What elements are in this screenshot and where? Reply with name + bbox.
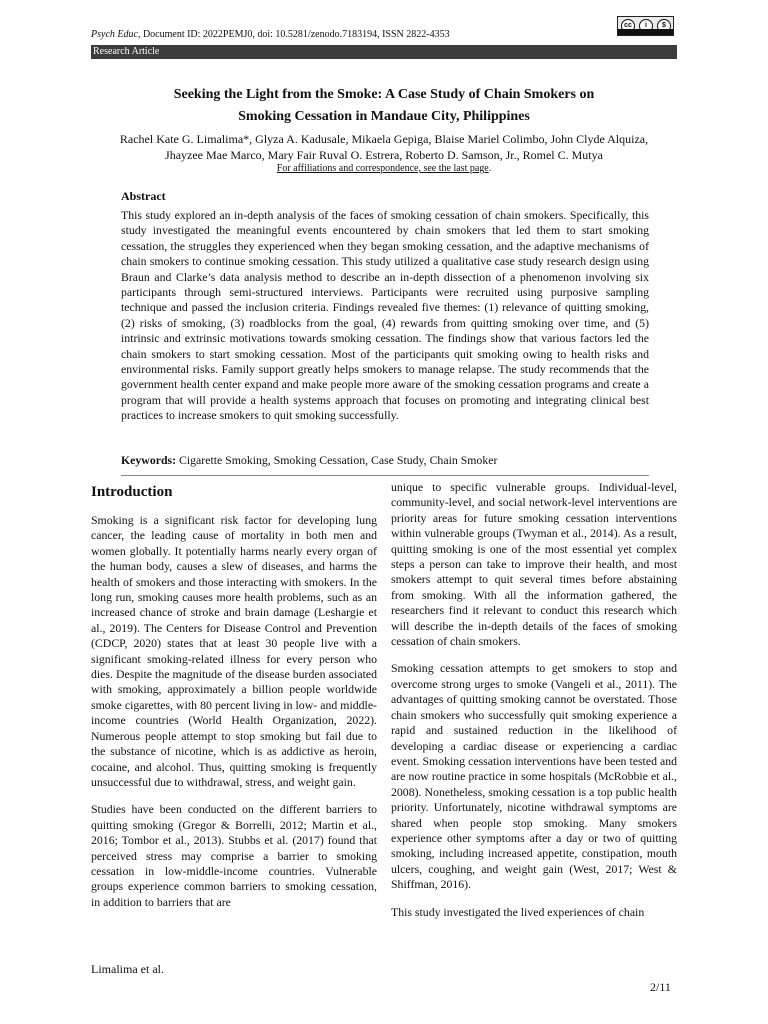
- author-list: [91, 131, 677, 163]
- attribution-icon: i: [639, 19, 653, 33]
- noncommercial-icon: $: [657, 19, 671, 33]
- document-meta: , Document ID: 2022PEMJ0, doi: 10.5281/zenodo.7183194, ISSN 2822-4353: [137, 29, 450, 40]
- paragraph: This study investigated the lived experiences of chain: [391, 904, 645, 919]
- creative-commons-license-icon[interactable]: [617, 16, 674, 36]
- title-line-2: Smoking Cessation in Mandaue City, Philippines: [238, 109, 530, 124]
- affiliation-note: [91, 163, 677, 174]
- cc-icon: cc: [621, 19, 635, 33]
- abstract-text: This study explored an in-depth analysis of the faces of smoking cessation of chain smokers. Specifically, this study investigated the meaningful events encountered by chain smokers that led them to start smoking cessation, the struggles they experienced when they began smoking cessation, and the adaptive mechanisms of chain smokers to continue smoking cessation. This study utilized a qualitative case study research design using Braun and Clarke’s data analysis method to describe an in-depth dissection of a phenomenon involving six participants through semi-structured interviews. Participants were recruited using purposive sampling technique and passed the inclusion criteria. Findings revealed five themes: (1) relevance of quitting smoking, (2) risks of smoking, (3) roadblocks from the goal, (4) rewards from quitting smoking over time, and (5) intrinsic and extrinsic motivations towards smoking cessation. The findings show that various factors led the chain smokers to start smoking cessation. Most of the participants quit smoking owing to health risks and environmental risks. Family support greatly helps smokers to manage relapse. The study recommends that the government health center expand and make people more aware of the smoking cessation programs and create a program that will provide a health systems approach that focuses on promoting and integrating clinical best practices to increase smokers to quit smoking successfully.: [121, 208, 649, 423]
- affiliation-period: .: [488, 163, 492, 174]
- affiliation-link[interactable]: For affiliations and correspondence, see the last page: [276, 163, 489, 174]
- journal-name: Psych Educ: [91, 29, 138, 40]
- keywords-label: Keywords:: [121, 453, 177, 467]
- keywords-text: Cigarette Smoking, Smoking Cessation, Case Study, Chain Smoker: [176, 453, 498, 467]
- left-column: [91, 482, 377, 922]
- license-strip: [618, 29, 673, 35]
- paragraph: unique to specific vulnerable groups. Individual-level, community-level, and social network-level interventions are priority areas for future smoking cessation interventions within vulnerable groups (Twyman et al., 2014). As a result, quitting smoking is one of the most essential yet complex steps a person can take to improve their health, and most smokers attempt to quit several times before abstaining from smoking. With all the information gathered, the researchers find it relevant to conduct this research which will describe the in-depth details of the faces of smoking cessation of chain smokers.: [391, 480, 677, 649]
- footer-author: Limalima et al.: [91, 962, 164, 976]
- keywords: [121, 453, 497, 468]
- paragraph: Smoking is a significant risk factor for developing lung cancer, the leading cause of mortality in both men and women globally. It potentially harms nearly every organ of the human body, causes a slew of diseases, and harms the health of smokers and those interacting with smokers. In the long run, smoking causes more health problems, such as an increased chance of stroke and brain damage (Leshargie et al., 2019). The Centers for Disease Control and Prevention (CDCP, 2020) states that at least 30 people live with a significant smoking-related illness for every person who dies. Despite the magnitude of the disease burden associated with smoking, approximately a billion people worldwide smoke cigarettes, with 80 percent living in low- and middle-income countries (World Health Organization, 2022). Numerous people attempt to stop smoking but fail due to the substance of nicotine, which is as addictive as heroin, cocaine, and alcohol. Thus, quitting smoking is frequently unsuccessful due to withdrawal, stress, and weight gain.: [91, 513, 377, 789]
- section-bar: [91, 45, 677, 59]
- authors-line-2: Jhayzee Mae Marco, Mary Fair Ruval O. Estrera, Roberto D. Samson, Jr., Romel C. Mutya: [165, 148, 603, 162]
- abstract-heading: Abstract: [121, 189, 166, 203]
- paragraph: Smoking cessation attempts to get smokers to stop and overcome strong urges to smoke (Vangeli et al., 2011). The advantages of quitting smoking cannot be overstated. Those chain smokers who successfully quit smoking experience a rapid and sustained reduction in the likelihood of developing a cardiac disease or experiencing a cardiac event. Smoking cessation interventions have been tested and are now routine practice in some hospitals (McRobbie et al., 2008). Nonetheless, smoking cessation is a top public health priority. Unfortunately, nicotine withdrawal symptoms are shared when people stop smoking. Many smokers experience other symptoms after a day or two of quitting smoking, including increased appetite, constipation, mouth ulcers, coughing, and weight gain (West, 2017; West & Shiffman, 2016).: [391, 661, 677, 892]
- introduction-heading: Introduction: [91, 484, 173, 500]
- section-label: Research Article: [93, 46, 160, 57]
- right-column: [391, 480, 677, 932]
- paper-title: [91, 84, 677, 128]
- journal-header: [91, 29, 450, 40]
- title-line-1: Seeking the Light from the Smoke: A Case Study of Chain Smokers on: [173, 87, 595, 102]
- section-divider: [121, 475, 649, 476]
- page-number: 2/11: [650, 980, 671, 994]
- authors-line-1: Rachel Kate G. Limalima*, Glyza A. Kadusale, Mikaela Gepiga, Blaise Mariel Colimbo, John Clyde Alquiza,: [119, 132, 649, 146]
- paragraph: Studies have been conducted on the different barriers to quitting smoking (Gregor & Borrelli, 2012; Martin et al., 2016; Tombor et al., 2013). Stubbs et al. (2017) found that perceived stress may comprise a barrier to smoking cessation in low-middle-income countries. Vulnerable groups experience common barriers to smoking cessation, in addition to barriers that are: [91, 802, 377, 909]
